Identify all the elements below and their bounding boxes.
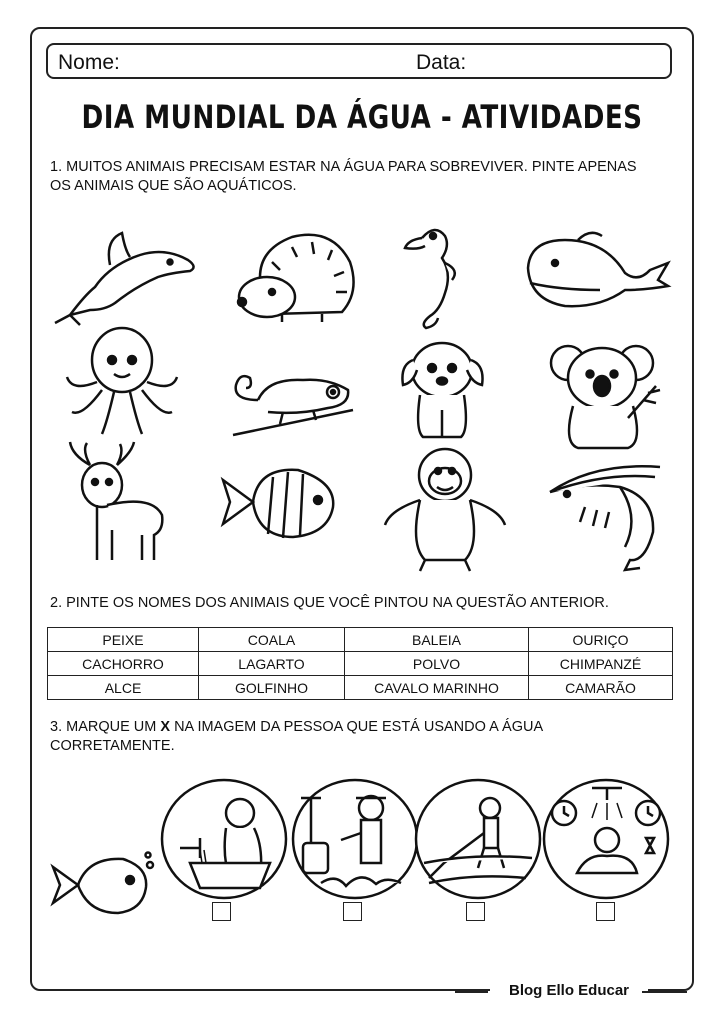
scene-long-shower[interactable]: [542, 778, 670, 905]
name-cell[interactable]: CACHORRO: [48, 652, 199, 676]
question-3-line-2: CORRETAMENTE.: [50, 738, 175, 754]
mascot-fish-icon: [48, 845, 158, 930]
footer-rule-left: [455, 991, 488, 993]
name-cell[interactable]: LAGARTO: [199, 652, 345, 676]
footer-brand: Blog Ello Educar: [490, 982, 648, 999]
scene-watering-plants[interactable]: [291, 778, 419, 905]
name-cell[interactable]: PEIXE: [48, 628, 199, 652]
footer-rule-right: [642, 991, 687, 993]
question-3-part-1: 3. MARQUE UM: [50, 719, 157, 735]
gorilla-icon[interactable]: [380, 445, 510, 578]
name-cell[interactable]: ALCE: [48, 676, 199, 700]
whale-icon[interactable]: [520, 228, 670, 318]
fish-icon[interactable]: [218, 462, 338, 549]
question-2: 2. PINTE OS NOMES DOS ANIMAIS QUE VOCÊ PINTOU NA QUESTÃO ANTERIOR.: [50, 595, 609, 611]
question-1-line-1: 1. MUITOS ANIMAIS PRECISAM ESTAR NA ÁGUA PARA SOBREVIVER. PINTE APENAS: [50, 159, 637, 175]
moose-icon[interactable]: [62, 440, 172, 573]
question-3-part-2: NA IMAGEM DA PESSOA QUE ESTÁ USANDO A ÁGUA: [174, 719, 544, 735]
name-cell[interactable]: CAMARÃO: [529, 676, 673, 700]
shrimp-icon[interactable]: [545, 462, 665, 577]
table-row: [48, 676, 673, 700]
scene-hose-wasting[interactable]: [414, 778, 542, 905]
name-cell[interactable]: GOLFINHO: [199, 676, 345, 700]
scene-3-checkbox[interactable]: [466, 902, 485, 921]
name-cell[interactable]: POLVO: [345, 652, 529, 676]
koala-icon[interactable]: [548, 338, 663, 458]
page-title: DIA MUNDIAL DA ÁGUA - ATIVIDADES: [81, 98, 643, 136]
question-1: [50, 158, 674, 196]
table-row: [48, 628, 673, 652]
name-cell[interactable]: CAVALO MARINHO: [345, 676, 529, 700]
date-label: Data:: [416, 51, 467, 74]
question-1-line-2: OS ANIMAIS QUE SÃO AQUÁTICOS.: [50, 178, 297, 194]
question-3: [50, 718, 674, 756]
animal-names-table: [47, 627, 673, 700]
seahorse-icon[interactable]: [400, 218, 470, 335]
name-date-box: [46, 43, 672, 79]
scene-1-checkbox[interactable]: [212, 902, 231, 921]
chameleon-icon[interactable]: [228, 360, 358, 445]
hedgehog-icon[interactable]: [232, 222, 362, 337]
octopus-icon[interactable]: [62, 322, 182, 442]
name-cell[interactable]: COALA: [199, 628, 345, 652]
scene-brushing-teeth[interactable]: [160, 778, 288, 905]
scene-2-checkbox[interactable]: [343, 902, 362, 921]
table-row: [48, 652, 673, 676]
name-label: Nome:: [58, 51, 120, 74]
name-cell[interactable]: BALEIA: [345, 628, 529, 652]
name-cell[interactable]: CHIMPANZÉ: [529, 652, 673, 676]
dolphin-icon[interactable]: [50, 215, 200, 330]
question-3-line-1: [50, 718, 674, 737]
scene-4-checkbox[interactable]: [596, 902, 615, 921]
puppy-icon[interactable]: [395, 335, 490, 445]
question-3-mark: X: [160, 719, 171, 735]
name-cell[interactable]: OURIÇO: [529, 628, 673, 652]
